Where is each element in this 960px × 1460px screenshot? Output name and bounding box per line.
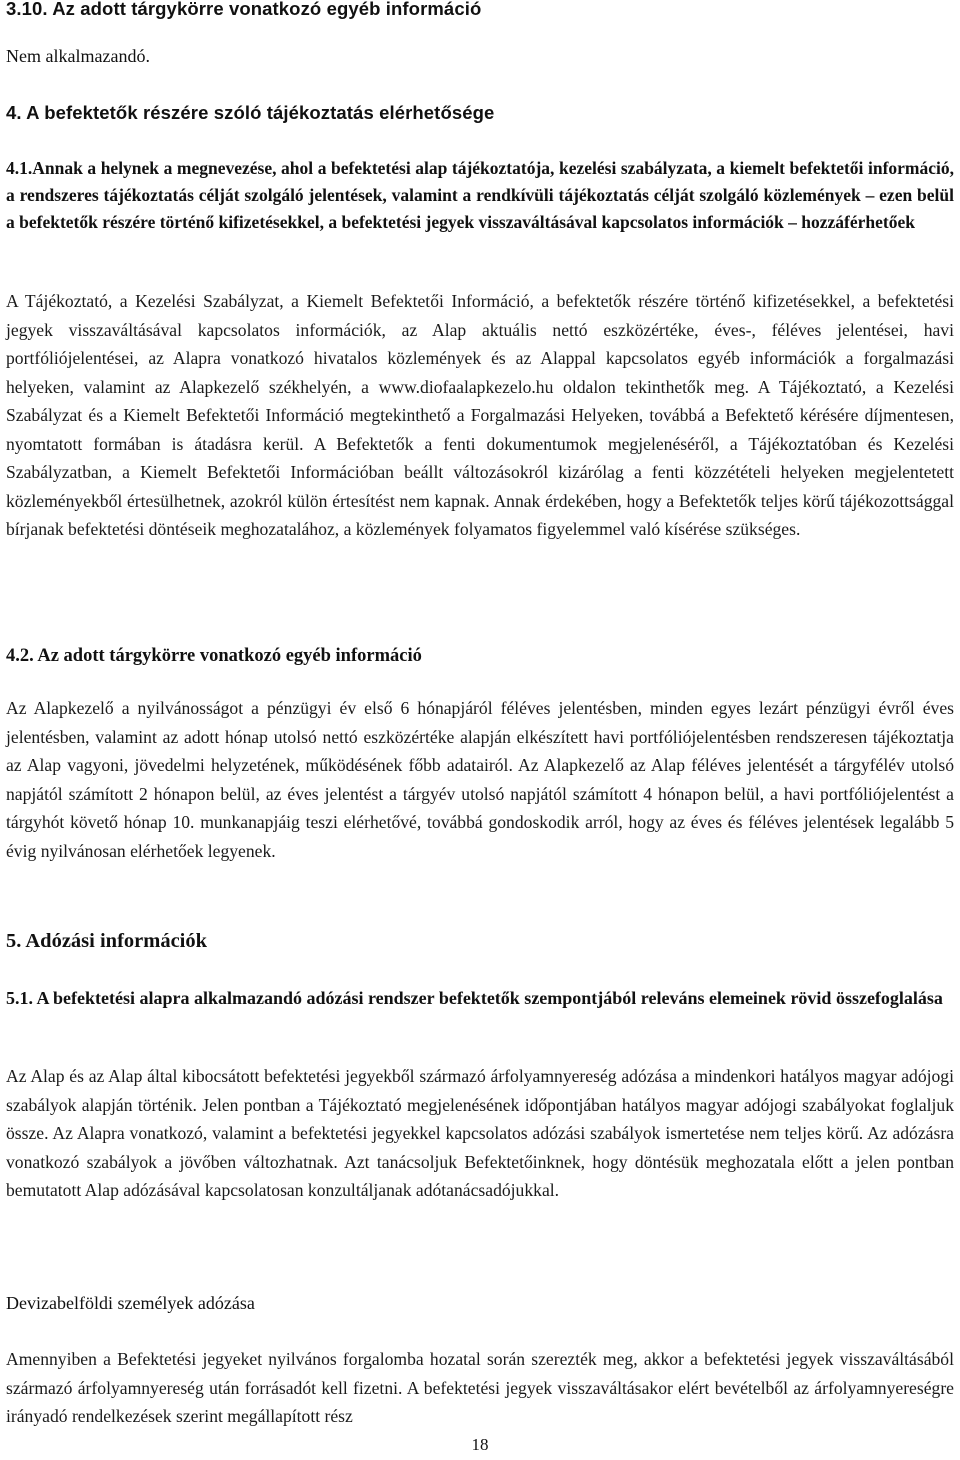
section-4-heading: 4. A befektetők részére szóló tájékoztatás elérhetősége — [6, 102, 495, 123]
section-4-1-body: A Tájékoztató, a Kezelési Szabályzat, a Kiemelt Befektetői Információ, a befektetők részére történő kifizetésekkel, a befektetési jegyek visszaváltásával kapcsolatos információk, az Alap aktuális nettó eszközértéke, éves-, féléves jelentései, havi portfóliójelentései, az Alapra vonatkozó hivatalos közlemények és az Alappal kapcsolatos egyéb információk a forgalmazási helyeken, valamint az Alapkezelő székhelyén, a www.diofaalapkezelo.hu oldalon tekinthetők meg. A Tájékoztató, a Kezelési Szabályzat és a Kiemelt Befektetői Információ megtekinthető a Forgalmazási Helyeken, továbbá a Befektető kérésére díjmentesen, nyomtatott formában is átadásra kerül. A Befektetők a fenti dokumentumok megjelenéséről, a Tájékoztatóban és Kezelési Szabályzatban, a Kiemelt Befektetői Információban beállt változásokról kizárólag a fenti közzétételi helyeken megjelentetett közleményekből értesülhetnek, azokról külön értesítést nem kapnak. Annak érdekében, hogy a Befektetők teljes körű tájékozottsággal bírjanak befektetési döntéseik meghozatalához, a közlemények folyamatos figyelemmel való kísérése szükséges. — [6, 291, 954, 539]
section-5-1-heading: 5.1. A befektetési alapra alkalmazandó adózási rendszer befektetők szempontjából releváns elemeinek rövid összefoglalása — [6, 988, 943, 1008]
section-4-2-heading: 4.2. Az adott tárgykörre vonatkozó egyéb információ — [6, 646, 422, 666]
section-5-heading: 5. Adózási információk — [6, 930, 208, 952]
section-3-10-heading: 3.10. Az adott tárgykörre vonatkozó egyéb információ — [6, 0, 482, 19]
section-5-1-body: Az Alap és az Alap által kibocsátott befektetési jegyekből származó árfolyamnyereség adózása a mindenkori hatályos magyar adójogi szabályok alapján történik. Jelen pontban a Tájékoztató megjelenésének időpontjában hatályos magyar adójogi szabályokat foglaljuk össze. Az Alapra vonatkozó, valamint a befektetési jegyekkel kapcsolatos adózási szabályok ismertetése nem teljes körű. Az adózásra vonatkozó szabályok a jövőben változhatnak. Azt tanácsoljuk Befektetőinknek, hogy döntésük meghozatala előtt a jelen pontban bemutatott Alap adózásával kapcsolatosan konzultáljanak adótanácsadójukkal. — [6, 1066, 954, 1200]
subsection-heading: Devizabelföldi személyek adózása — [6, 1293, 255, 1313]
page-number: 18 — [471, 1435, 489, 1454]
subsection-body: Amennyiben a Befektetési jegyeket nyilvános forgalomba hozatal során szerezték meg, akkor a befektetési jegyek visszaváltásából származó árfolyamnyereség után forrásadót kell fizetni. A befektetési jegyek visszaváltásakor elért bevételből az árfolyamnyereségre irányadó rendelkezések szerint megállapított rész — [6, 1349, 954, 1426]
section-4-1-heading: 4.1.Annak a helynek a megnevezése, ahol a befektetési alap tájékoztatója, kezelési szabályzata, a kiemelt befektetői információ, a rendszeres tájékoztatás célját szolgáló jelentések, valamint a rendkívüli tájékoztatás célját szolgáló közlemények – ezen belül a befektetők részére történő kifizetésekkel, a befektetési jegyek visszaváltásával kapcsolatos információk – hozzáférhetőek — [6, 158, 954, 232]
section-4-2-body: Az Alapkezelő a nyilvánosságot a pénzügyi év első 6 hónapjáról féléves jelentésben, minden egyes lezárt pénzügyi évről éves jelentésben, valamint az adott hónap utolsó nettó eszközértéke alapján elkészített havi portfóliójelentésben rendszeresen tájékoztatja az Alap vagyoni, jövedelmi helyzetének, működésének főbb adatairól. Az Alapkezelő az Alap féléves jelentését a tárgyfélév utolsó napjától számított 2 hónapon belül, az éves jelentést a tárgyév utolsó napjától számított 4 hónapon belül, a havi portfóliójelentést a tárgyhót követő hónap 10. munkanapjáig teszi elérhetővé, továbbá gondoskodik arról, hogy az éves és féléves jelentések legalább 5 évig nyilvánosan elérhetőek legyenek. — [6, 698, 954, 861]
section-3-10-text: Nem alkalmazandó. — [6, 46, 150, 66]
